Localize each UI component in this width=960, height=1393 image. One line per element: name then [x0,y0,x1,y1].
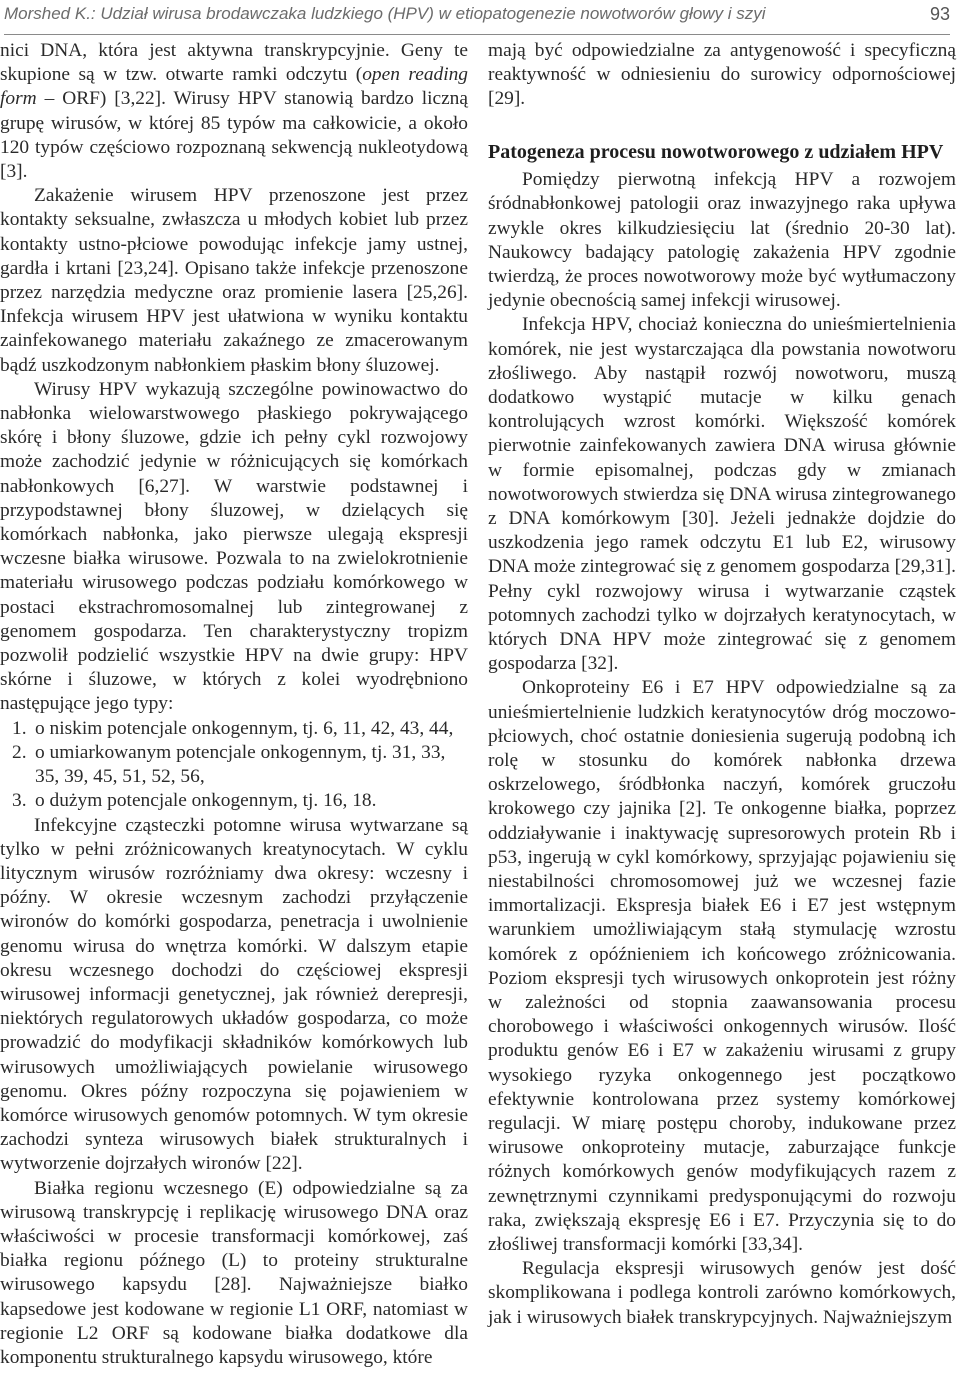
paragraph: Infekcyjne cząsteczki potomne wirusa wytwarzane są tylko w pełni zróżnicowanych kreatynocytach. W cyklu litycznym wirusów rozróżniamy dwa okresy: wczesny i późny. W okresie wczesnym zachodzi przyłączenie wironów do komórki gospodarza, penetracja i uwolnienie genomu wirusa do wnętrza komórki. W dalszym etapie okresu wczesnego dochodzi do częściowej ekspresji wirusowej informacji genetycznej, jak również derepresji, niektórych regulatorowych układów gospodarza, co może prowadzić do modyfikacji składników komórkowych lub wirusowych umożliwiających powielanie wirusowego genomu. Okres późny rozpoczyna się pojawieniem w komórce wirusowych genomów potomnych. W tym okresie zachodzi synteza wirusowych białek strukturalnych i wytworzenie dojrzałych wironów [22]. [0,814,468,1175]
paragraph: Pomiędzy pierwotną infekcją HPV a rozwojem śródnabłonkowej patologii oraz inwazyjnego raka upływa zwykle okres kilkudziesięciu lat (średnio 20-30 lat). Naukowcy badający patologię zakażenia HPV zgodnie twierdzą, że proces nowotworowy może być wytłumaczony jedynie obecnością samej infekcji wirusowej. [488,169,956,312]
paragraph: mają być odpowiedzialne za antygenowość i specyficzną reaktywność w odniesieniu do surowicy odpornościowej [29]. [488,40,956,110]
section-heading: Patogeneza procesu nowotworowego z udziałem HPV [488,140,944,163]
right-column [488,39,956,1330]
list-number: 1. [12,717,27,739]
list-item: 2. o umiarkowanym potencjale onkogennym, tj. 31, 33, 35, 39, 45, 51, 52, 56, [12,741,446,788]
paragraph: Onkoproteiny E6 i E7 HPV odpowiedzialne są za unieśmiertelnienie ludzkich keratynocytów dróg moczowo-płciowych, choć ostatnie doniesienia sugerują podobną ich rolę w stosunku do komórek nabłonka drzewa oskrzelowego, śródbłonka naczyń, komórek gruczołu krokowego czy jajnika [2]. Te onkogenne białka, poprzez oddziaływanie i inaktywację supresorowych protein Rb i p53, ingerują w cykl komórkowy, sprzyjając pojawieniu się niestabilności chromosomowej już we wczesnej fazie immortalizacji. Ekspresja białek E6 i E7 jest wstępnym warunkiem umożliwiającym stałą stymulację wzrostu komórek z opóźnieniem ich końcowego zróżnicowania. Poziom ekspresji tych wirusowych onkoprotein jest różny w zależności od stopnia zaawansowania procesu chorobowego i właściwości onkogennych wirusów. Ilość produktu genów E6 i E7 w zakażeniu wirusami z grupy wysokiego ryzyka onkogennego jest początkowo efektywnie kontrolowana przez systemy komórkowej regulacji. W miarę postępu choroby, indukowane przez wirusowe onkoproteiny mutacje, zaburzające funkcje różnych komórkowych genów modyfikujących razem z zewnętrznymi czynnikami predysponującymi do rozwoju raka, zwiększają ekspresję E6 i E7. Przyczynia się to do złośliwej transformacji komórki [33,34]. [488,677,956,1256]
paragraph: nici DNA, która jest aktywna transkrypcyjnie. Geny te skupione są w tzw. otwarte ramki odczytu (open reading form – ORF) [3,22]. Wirusy HPV stanowią bardzo liczną grupę wirusów, w której 85 typów ma całkowicie, a około 120 typów częściowo rozpoznaną sekwencją nukleotydową [3]. [0,40,468,183]
page-number: 93 [929,4,950,24]
list-number: 2. [12,741,27,763]
list-item: 3. o dużym potencjale onkogennym, tj. 16, 18. [0,789,468,813]
running-header [4,0,950,35]
paragraph: Białka regionu wczesnego (E) odpowiedzialne są za wirusową transkrypcję i replikację wirusowego DNA oraz właściwości w procesie transformacji komórkowej, zaś białka regionu późnego (L) to proteiny strukturalne wirusowego kapsydu [28]. Najważniejsze białko kapsedowe jest kodowane w regionie L1 ORF, natomiast w regionie L2 ORF są kodowane białka dodatkowe dla komponentu strukturalnego kapsydu wirusowego, które [0,1177,468,1368]
latin-term: open reading form [0,64,468,110]
running-title: Morshed K.: Udział wirusa brodawczaka ludzkiego (HPV) w etiopatogenezie nowotworów głowy i szyi [4,4,766,23]
paragraph: Wirusy HPV wykazują szczególne powinowactwo do nabłonka wielowarstwowego płaskiego pokrywającego skórę i błony śluzowe, gdzie ich pełny cykl rozwojowy może zachodzić jedynie w różnicujących się komórkach nabłonkowych [6,27]. W warstwie podstawnej i przypodstawnej błony śluzowej, w dzielących się komórkach nabłonka, jako pierwsze ulegają ekspresji wczesne białka wirusowe. Pozwala to na zwielokrotnienie materiału wirusowego podczas podziału komórkowego w postaci ekstrachromosomalnej lub zintegrowanej z genomem gospodarza. Ten charakterystyczny tropizm pozwolił podzielić wszystkie HPV na dwie grupy: HPV skórne i śluzowe, w których z kolei wyodrębniono następujące jego typy: [0,378,468,715]
list-number: 3. [12,790,27,812]
list-item: 1. o niskim potencjale onkogennym, tj. 6, 11, 42, 43, 44, [0,717,468,741]
paragraph: Zakażenie wirusem HPV przenoszone jest przez kontakty seksualne, zwłaszcza u młodych kobiet lub przez kontakty ustno-płciowe powodując infekcje jamy ustnej, gardła i krtani [23,24]. Opisano także infekcje przenoszone przez narzędzia medyczne oraz promienie lasera [25,26]. Infekcja wirusem HPV jest ułatwiona w wyniku kontaktu zainfekowanego materiału zakaźnego ze zmacerowanym bądź uszkodzonym nabłonkiem płaskim błony śluzowej. [0,185,468,376]
paragraph: Regulacja ekspresji wirusowych genów jest dość skomplikowana i podlega kontroli zarówno komórkowych, jak i wirusowych białek transkrypcyjnych. Najważniejszym [488,1258,956,1328]
hpv-type-list [0,717,468,814]
left-column [0,39,468,1370]
paragraph: Infekcja HPV, chociaż konieczna do unieśmiertelnienia komórek, nie jest wystarczająca dla powstania nowotworu złośliwego. Aby nastąpił rozwój nowotworu, muszą dodatkowo wystąpić mutacje w kilku genach kontrolujących wzrost komórki. Większość komórek pierwotnie zainfekowanych zawiera DNA wirusa głównie w formie episomalnej, podczas gdy w zmianach nowotworowych stwierdza się DNA wirusa zintegrowanego z DNA komórkowym [30]. Jeżeli jednakże dojdzie do uszkodzenia jego ramek odczytu E1 lub E2, wirusowy DNA może zintegrować się z genomem gospodarza [29,31]. Pełny cykl rozwojowy wirusa i wytwarzanie cząstek potomnych zachodzi tylko w dojrzałych keratynocytach, w których DNA HPV może zintegrować się z genomem gospodarza [32]. [488,314,956,675]
